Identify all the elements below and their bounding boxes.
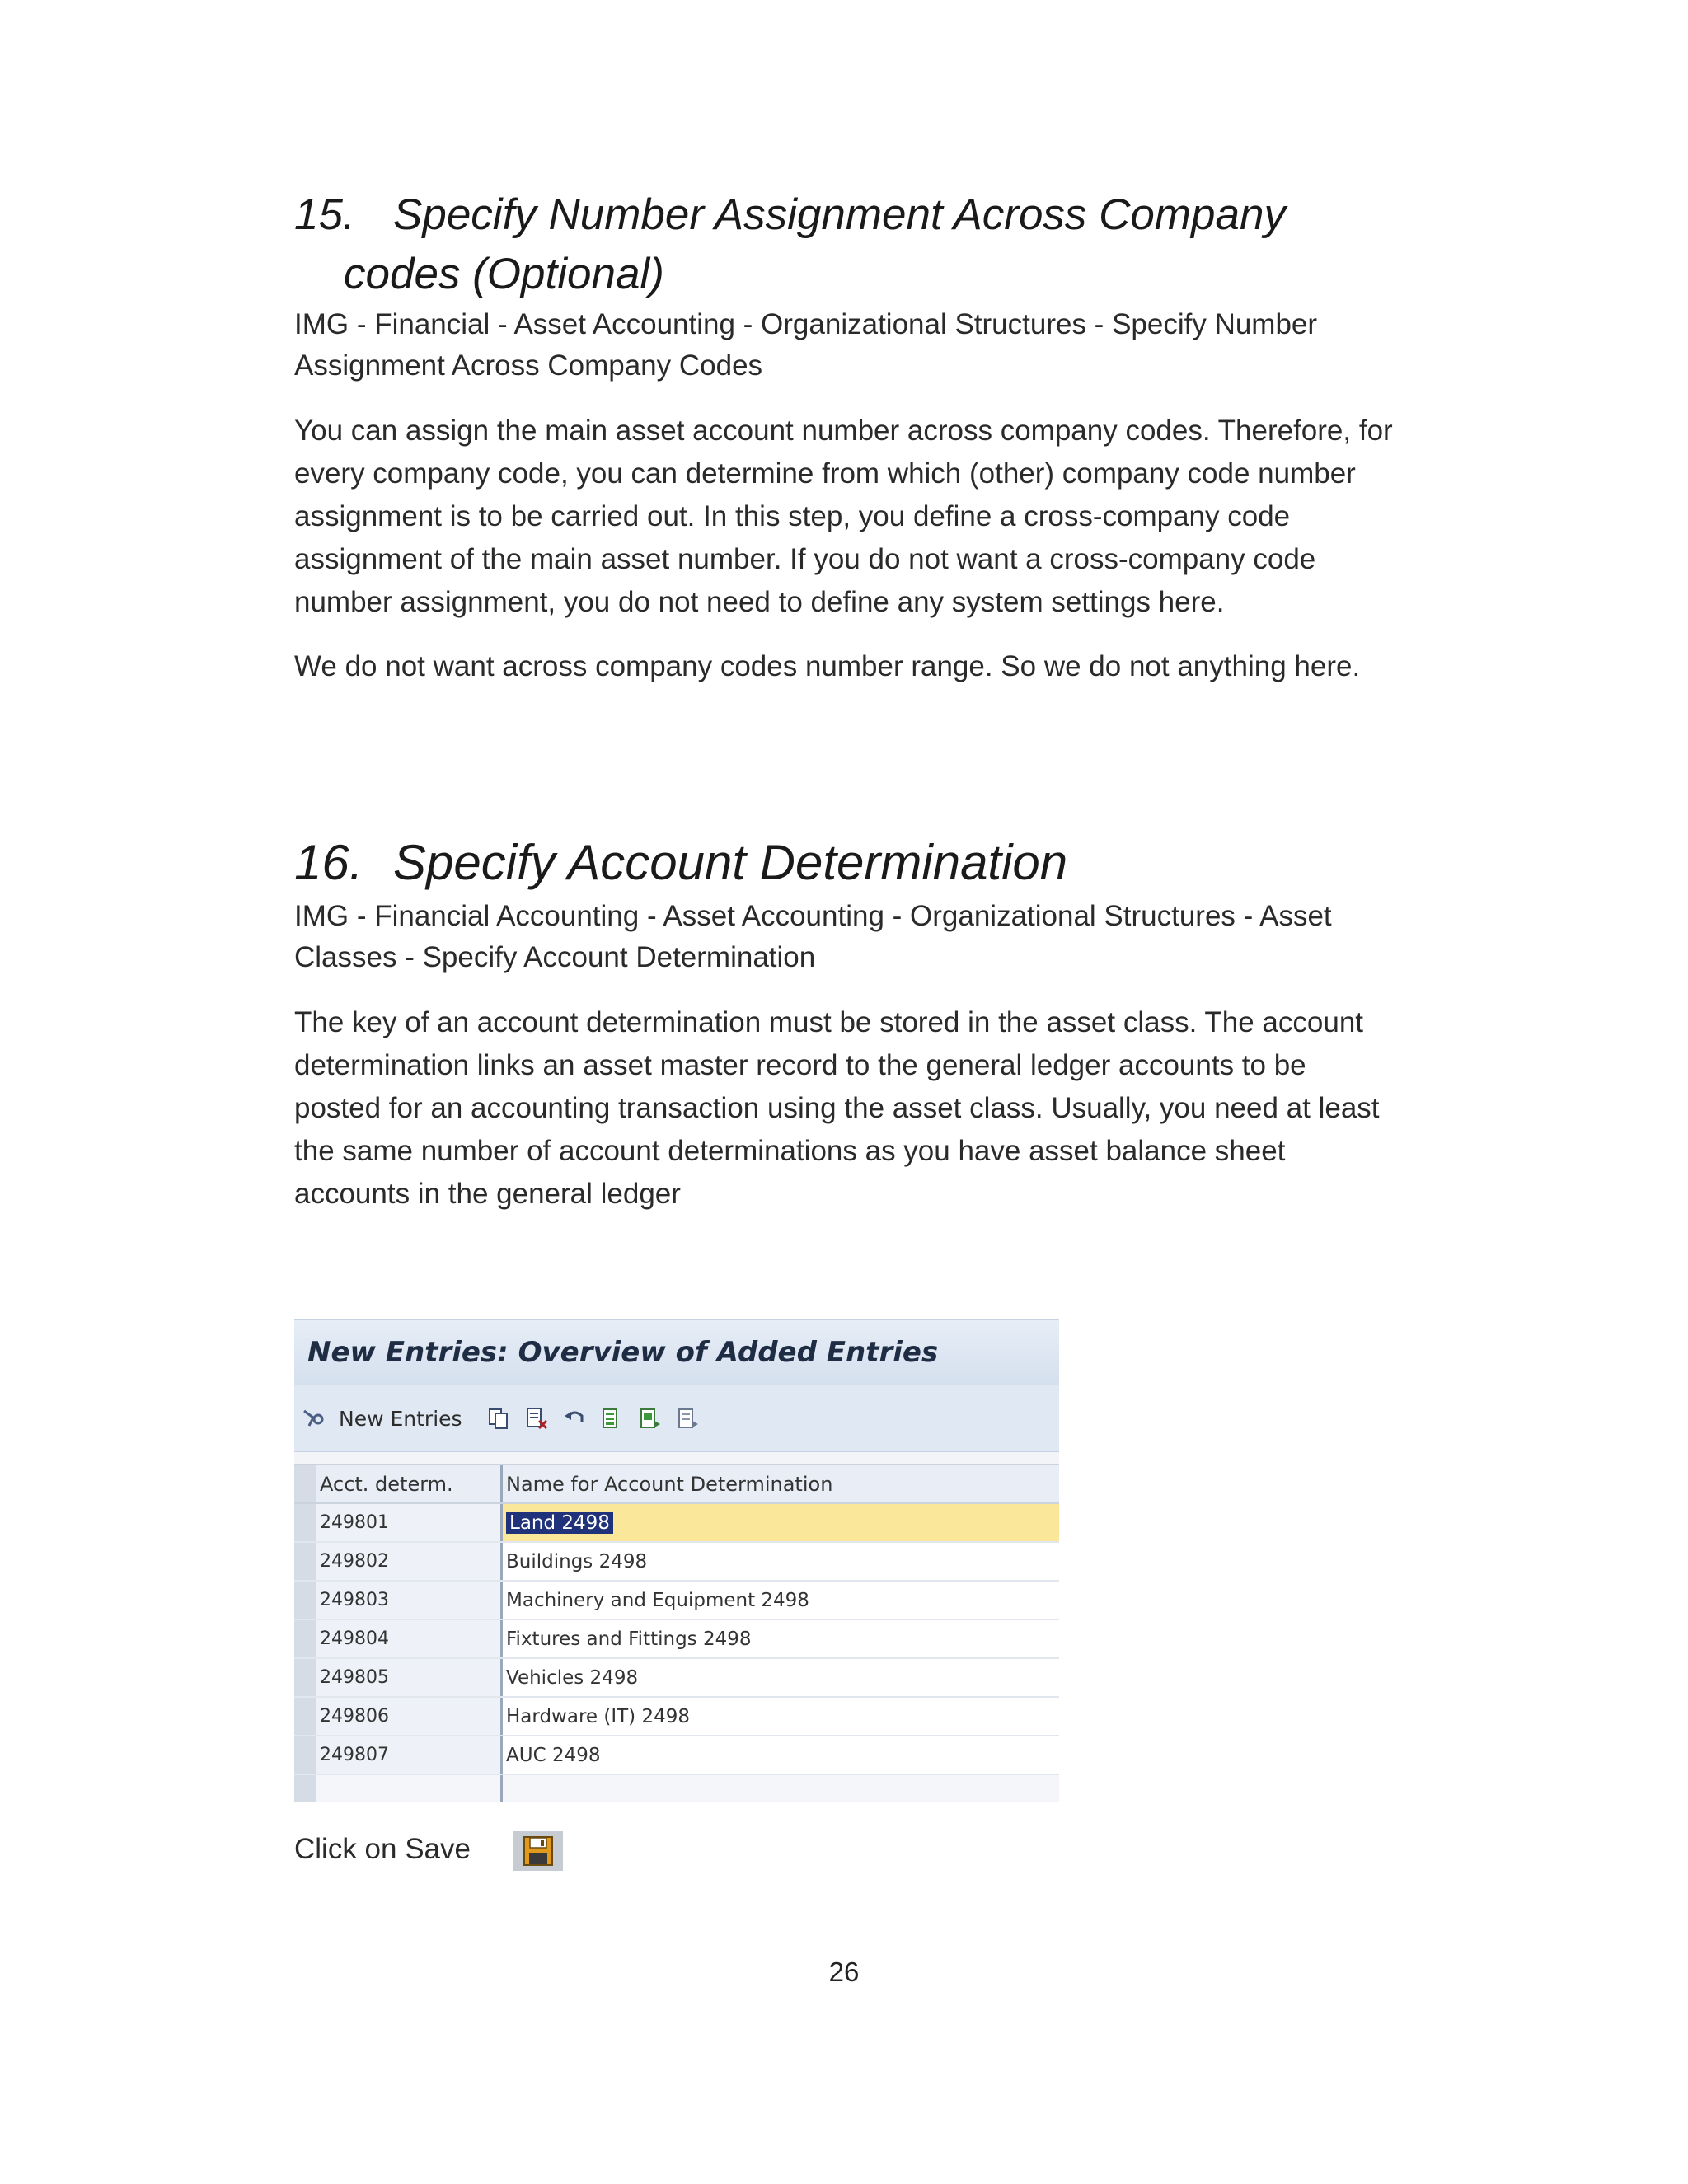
copy-icon[interactable] [485, 1404, 512, 1432]
acct-determ-cell[interactable]: 249802 [316, 1543, 503, 1580]
table-row[interactable] [294, 1543, 1059, 1582]
sap-screen-title: New Entries: Overview of Added Entries [294, 1320, 1059, 1385]
section-15-heading [294, 185, 1399, 304]
select-all-cell[interactable] [294, 1465, 316, 1502]
section-15-title-line2: codes (Optional) [344, 250, 664, 298]
table-row[interactable] [294, 1620, 1059, 1659]
select-all-icon[interactable] [599, 1404, 626, 1432]
acct-determ-cell[interactable]: 249806 [316, 1698, 503, 1735]
name-cell[interactable]: Fixtures and Fittings 2498 [503, 1620, 1059, 1657]
table-header [294, 1464, 1059, 1504]
section-16-heading [294, 830, 1399, 896]
row-selector[interactable] [294, 1698, 316, 1735]
row-selector[interactable] [294, 1620, 316, 1657]
delete-icon[interactable] [523, 1404, 550, 1432]
row-selector[interactable] [294, 1659, 316, 1696]
row-selector[interactable] [294, 1775, 316, 1802]
section-15-paragraph-1: You can assign the main asset account number across company codes. Therefore, for every company code, you can determine from which (other) company code number assignment is to be carried out. In this step, you define a cross-company code assignment of the main asset number. If you do not want a cross-company code number assignment, you do not need to define any system settings here. [294, 415, 1393, 618]
save-instruction: Click on Save [294, 1833, 471, 1865]
name-cell[interactable]: Machinery and Equipment 2498 [503, 1582, 1059, 1619]
acct-determ-cell[interactable]: 249805 [316, 1659, 503, 1696]
section-15 [294, 185, 1399, 710]
table-row-empty[interactable] [294, 1775, 1059, 1802]
name-cell[interactable]: Vehicles 2498 [503, 1659, 1059, 1696]
section-16-number: 16. [294, 835, 363, 890]
section-16-paragraph-1: The key of an account determination must be stored in the asset class. The account determination links an asset master record to the general ledger accounts to be posted for an accounting transaction using the asset class. Usually, you need at least the same number of account determinations as you have asset balance sheet accounts in the general ledger [294, 1006, 1380, 1210]
deselect-icon[interactable] [675, 1404, 701, 1432]
section-15-path: IMG - Financial - Asset Accounting - Organizational Structures - Specify Number Assignment Across Company Codes [294, 308, 1318, 382]
undo-icon[interactable] [561, 1404, 588, 1432]
table-row[interactable] [294, 1698, 1059, 1736]
row-selector[interactable] [294, 1736, 316, 1774]
name-cell-text[interactable]: Land 2498 [506, 1512, 613, 1534]
table-row[interactable] [294, 1582, 1059, 1620]
row-selector[interactable] [294, 1504, 316, 1541]
page-number: 26 [828, 1957, 860, 1987]
section-15-number: 15. [294, 190, 355, 239]
glasses-icon[interactable] [301, 1404, 327, 1432]
name-cell[interactable]: AUC 2498 [503, 1736, 1059, 1774]
name-cell-empty[interactable] [503, 1775, 1059, 1802]
sap-screenshot [294, 1319, 1059, 1802]
acct-determ-cell[interactable]: 249804 [316, 1620, 503, 1657]
acct-determ-cell-empty[interactable] [316, 1775, 503, 1802]
acct-determ-cell[interactable]: 249807 [316, 1736, 503, 1774]
column-header-acct-determ[interactable]: Acct. determ. [316, 1465, 503, 1502]
row-selector[interactable] [294, 1543, 316, 1580]
table-row[interactable] [294, 1736, 1059, 1775]
name-cell[interactable] [503, 1504, 1059, 1541]
floppy-disk-icon [513, 1831, 563, 1871]
section-15-paragraph-2: We do not want across company codes number range. So we do not anything here. [294, 650, 1361, 682]
section-15-title-line1: Specify Number Assignment Across Company [393, 190, 1286, 239]
column-header-name[interactable]: Name for Account Determination [503, 1465, 1059, 1502]
new-entries-button[interactable]: New Entries [339, 1406, 462, 1431]
sap-toolbar [294, 1385, 1059, 1452]
name-cell[interactable]: Buildings 2498 [503, 1543, 1059, 1580]
section-16-path: IMG - Financial Accounting - Asset Accounting - Organizational Structures - Asset Classes - Specify Account Determination [294, 900, 1332, 973]
acct-determ-cell[interactable]: 249801 [316, 1504, 503, 1541]
row-selector[interactable] [294, 1582, 316, 1619]
acct-determ-cell[interactable]: 249803 [316, 1582, 503, 1619]
name-cell[interactable]: Hardware (IT) 2498 [503, 1698, 1059, 1735]
select-block-icon[interactable] [637, 1404, 663, 1432]
account-determination-table [294, 1464, 1059, 1802]
section-16 [294, 830, 1399, 1237]
table-row[interactable] [294, 1504, 1059, 1543]
table-row[interactable] [294, 1659, 1059, 1698]
section-16-title: Specify Account Determination [393, 835, 1068, 890]
